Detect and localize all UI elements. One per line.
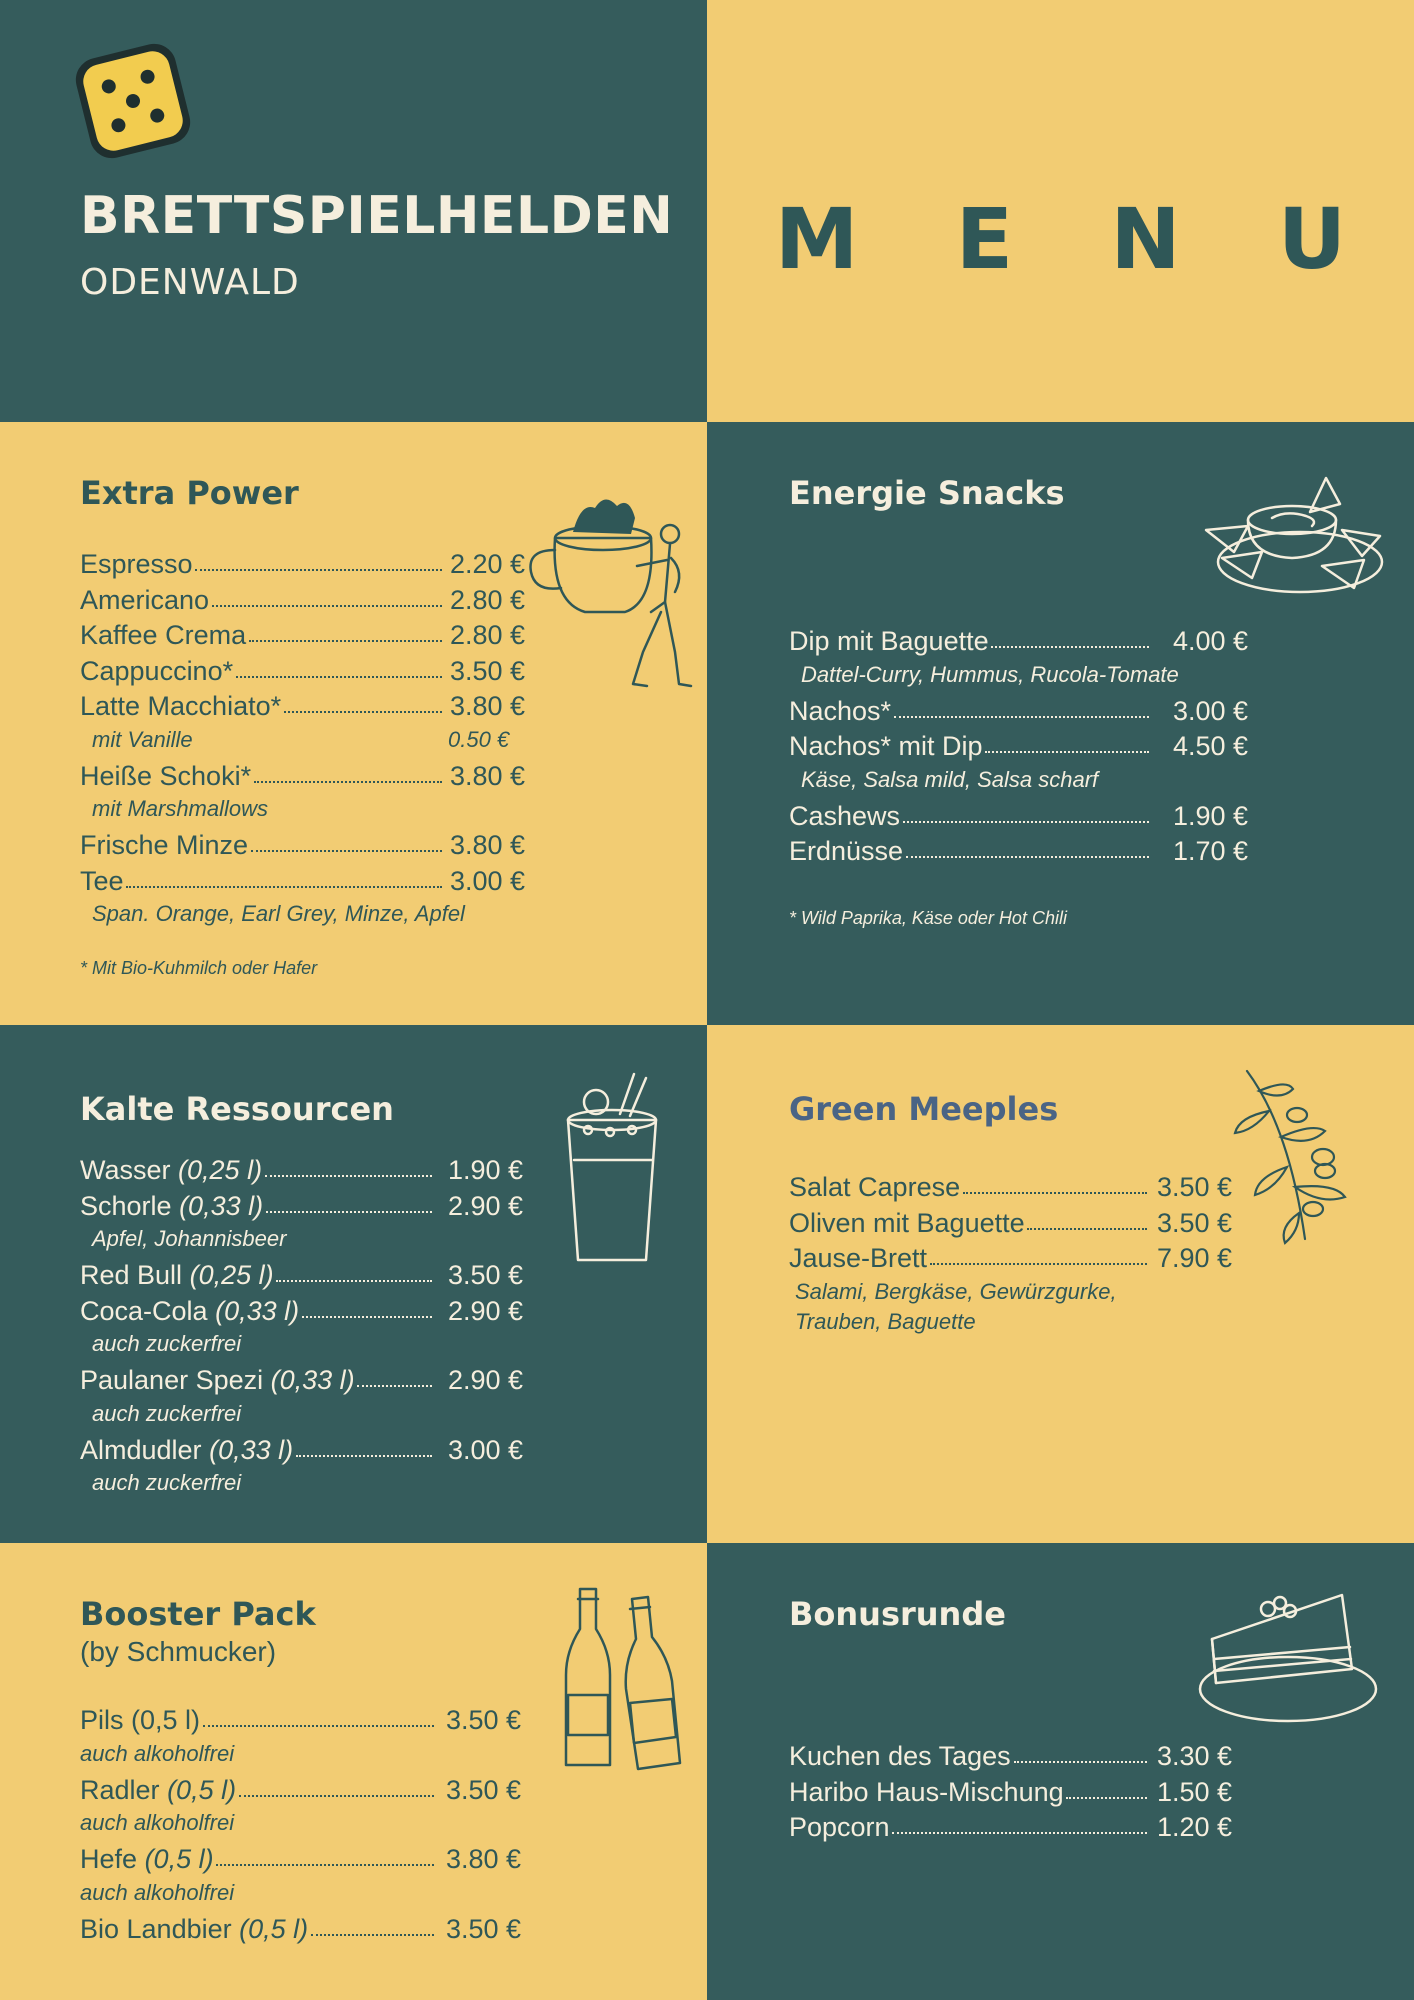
item-price: 2.90 € xyxy=(448,1365,524,1395)
item-name-text: Wasser xyxy=(80,1155,171,1185)
item-price: 1.50 € xyxy=(1157,1776,1233,1807)
item-volume: (0,25 l) xyxy=(189,1260,274,1290)
dot-leader xyxy=(251,840,442,852)
item-note-text: mit Marshmallows xyxy=(92,796,269,821)
item-price: 2.90 € xyxy=(448,1190,524,1221)
item-name-text: Red Bull xyxy=(80,1260,183,1290)
dot-leader xyxy=(903,811,1149,823)
menu-item xyxy=(80,1258,540,1294)
item-name xyxy=(80,618,246,653)
item-note-text: auch alkoholfrei xyxy=(80,1740,235,1766)
dot-leader xyxy=(265,1165,432,1177)
items-list xyxy=(789,1170,1289,1337)
item-name xyxy=(80,1912,308,1947)
item-name xyxy=(80,547,193,582)
dot-leader xyxy=(963,1182,1147,1194)
item-name-text: Popcorn xyxy=(789,1812,890,1842)
item-note-text: Käse, Salsa mild, Salsa scharf xyxy=(801,766,1099,792)
item-price: 3.50 € xyxy=(1157,1207,1233,1238)
section-title: Green Meeples xyxy=(789,1090,1059,1128)
item-note xyxy=(80,899,540,929)
menu-item xyxy=(789,1241,1289,1277)
menu-item xyxy=(80,1842,540,1878)
item-name xyxy=(80,759,251,794)
section-title: Energie Snacks xyxy=(789,474,1065,512)
item-name-text: Nachos* mit Dip xyxy=(789,731,983,761)
item-price: 3.80 € xyxy=(450,760,526,791)
dot-leader xyxy=(1014,1751,1147,1763)
cake-illustration xyxy=(1192,1579,1382,1729)
dot-leader xyxy=(1027,1218,1147,1230)
section-title: Booster Pack xyxy=(80,1595,316,1633)
item-price: 3.50 € xyxy=(448,1260,524,1290)
item-name-text: Hefe xyxy=(80,1844,138,1874)
item-note xyxy=(80,1329,540,1359)
item-note xyxy=(80,1468,540,1498)
menu-item xyxy=(80,583,540,619)
item-volume: (0,33 l) xyxy=(179,1190,264,1221)
menu-item xyxy=(80,654,540,690)
item-name xyxy=(80,1773,236,1808)
dot-leader xyxy=(894,706,1149,718)
dot-leader xyxy=(249,630,442,642)
item-price: 1.70 € xyxy=(1173,836,1249,866)
item-name xyxy=(80,1842,214,1877)
menu-item xyxy=(80,1363,540,1399)
item-note-text: Salami, Bergkäse, Gewürzgurke, xyxy=(795,1278,1117,1304)
item-name xyxy=(789,1775,1064,1810)
item-name-text: Pils (0,5 l) xyxy=(80,1705,201,1735)
item-name xyxy=(80,1363,355,1398)
item-name-text: Paulaner Spezi xyxy=(80,1365,264,1395)
dice-icon xyxy=(68,36,198,166)
section-title: Bonusrunde xyxy=(789,1595,1006,1633)
dot-leader xyxy=(357,1375,432,1387)
menu-title: M E N U xyxy=(774,190,1381,288)
item-note xyxy=(789,765,1289,795)
section-energie-snacks xyxy=(707,422,1414,1025)
brand-subtitle: ODENWALD xyxy=(80,262,300,303)
item-name xyxy=(80,1703,200,1738)
dot-leader xyxy=(254,771,442,783)
brand-title: BRETTSPIELHELDEN xyxy=(80,186,674,246)
item-price: 3.30 € xyxy=(1157,1741,1233,1771)
menu-item xyxy=(80,1703,540,1739)
menu-item xyxy=(789,1739,1289,1775)
item-note-price: 0.50 € xyxy=(448,726,510,752)
item-volume: (0,25 l) xyxy=(178,1155,263,1185)
item-note xyxy=(80,1739,540,1769)
item-name xyxy=(80,828,248,863)
item-name-text: Almdudler xyxy=(80,1434,202,1465)
item-price: 1.90 € xyxy=(1173,800,1249,831)
item-name-text: Frische Minze xyxy=(80,830,249,860)
menu-item xyxy=(80,1294,540,1330)
dot-leader xyxy=(236,666,442,678)
item-note xyxy=(789,660,1289,690)
item-note xyxy=(80,1399,540,1429)
item-note-text: auch alkoholfrei xyxy=(80,1879,235,1905)
item-name xyxy=(80,1189,263,1224)
item-volume: (0,5 l) xyxy=(239,1913,309,1944)
menu-item xyxy=(789,624,1289,660)
item-note-text: auch zuckerfrei xyxy=(92,1470,242,1495)
item-price: 1.90 € xyxy=(448,1155,524,1185)
item-note xyxy=(80,725,540,755)
beer-bottles-illustration xyxy=(560,1585,690,1775)
dot-leader xyxy=(276,1270,432,1282)
item-price: 3.00 € xyxy=(450,865,526,896)
item-name xyxy=(789,799,900,834)
menu-item xyxy=(789,799,1289,835)
dot-leader xyxy=(985,741,1149,753)
item-price: 2.90 € xyxy=(448,1295,524,1326)
menu-item xyxy=(789,1810,1289,1846)
items-list xyxy=(80,1153,540,1498)
item-volume: (0,33 l) xyxy=(215,1295,300,1326)
footnote: * Mit Bio-Kuhmilch oder Hafer xyxy=(80,958,318,978)
item-note-text: Dattel-Curry, Hummus, Rucola-Tomate xyxy=(801,661,1179,687)
section-green-meeples xyxy=(707,1025,1414,1543)
item-volume: (0,33 l) xyxy=(209,1434,294,1465)
menu-item xyxy=(80,828,540,864)
menu-item xyxy=(80,1189,540,1225)
dot-leader xyxy=(302,1306,432,1318)
item-name-text: Oliven mit Baguette xyxy=(789,1207,1025,1238)
dot-leader xyxy=(892,1822,1147,1834)
item-volume: (0,33 l) xyxy=(270,1365,355,1395)
section-extra-power xyxy=(0,422,707,1025)
item-name-text: Cappuccino* xyxy=(80,655,234,686)
item-name-text: Bio Landbier xyxy=(80,1913,232,1944)
item-price: 3.80 € xyxy=(450,830,526,860)
item-price: 3.80 € xyxy=(450,691,526,721)
item-name-text: Espresso xyxy=(80,549,193,579)
item-name-text: Schorle xyxy=(80,1190,172,1221)
item-price: 2.80 € xyxy=(450,584,526,615)
item-name-text: Tee xyxy=(80,865,124,896)
menu-item xyxy=(80,618,540,654)
menu-item xyxy=(80,864,540,900)
item-name xyxy=(789,1241,927,1276)
item-note xyxy=(80,794,540,824)
item-note xyxy=(80,1878,540,1908)
item-name-text: Erdnüsse xyxy=(789,836,904,866)
item-name xyxy=(789,694,891,729)
item-name xyxy=(80,864,124,899)
item-price: 3.50 € xyxy=(450,655,526,686)
nachos-illustration xyxy=(1202,470,1392,610)
item-name-text: Kaffee Crema xyxy=(80,620,247,650)
dot-leader xyxy=(991,636,1149,648)
dot-leader xyxy=(284,701,442,713)
item-price: 7.90 € xyxy=(1157,1243,1233,1273)
item-name-text: Jause-Brett xyxy=(789,1243,928,1273)
menu-item xyxy=(789,834,1289,870)
item-name-text: Americano xyxy=(80,584,210,615)
dot-leader xyxy=(906,846,1149,858)
item-price: 4.50 € xyxy=(1173,731,1249,761)
item-price: 3.50 € xyxy=(1157,1172,1233,1202)
item-name-text: Salat Caprese xyxy=(789,1172,961,1202)
item-price: 3.50 € xyxy=(446,1774,522,1805)
item-note xyxy=(80,1808,540,1838)
item-name-text: Dip mit Baguette xyxy=(789,626,989,656)
menu-item xyxy=(789,1206,1289,1242)
menu-item xyxy=(789,694,1289,730)
item-price: 2.20 € xyxy=(450,549,526,579)
item-note-text: Span. Orange, Earl Grey, Minze, Apfel xyxy=(92,901,465,926)
item-name xyxy=(80,689,281,724)
item-name xyxy=(789,729,983,764)
menu-item xyxy=(80,1153,540,1189)
dot-leader xyxy=(266,1201,432,1213)
dot-leader xyxy=(195,559,442,571)
item-note-text: Apfel, Johannisbeer xyxy=(92,1226,287,1251)
menu-item xyxy=(789,729,1289,765)
menu-item xyxy=(789,1170,1289,1206)
item-name xyxy=(80,1258,274,1293)
section-subtitle: (by Schmucker) xyxy=(80,1636,277,1667)
item-price: 3.50 € xyxy=(446,1913,522,1944)
menu-item xyxy=(789,1775,1289,1811)
section-bonusrunde xyxy=(707,1543,1414,2000)
item-name xyxy=(789,1739,1011,1774)
item-volume: (0,5 l) xyxy=(167,1774,237,1805)
items-list xyxy=(80,1703,540,1947)
dot-leader xyxy=(203,1715,434,1727)
menu-item xyxy=(80,1433,540,1469)
dot-leader xyxy=(216,1854,434,1866)
item-price: 3.00 € xyxy=(1173,695,1249,726)
menu-item xyxy=(80,689,540,725)
header-menu-panel xyxy=(707,0,1414,422)
item-name-text: Kuchen des Tages xyxy=(789,1741,1011,1771)
item-name-text: Haribo Haus-Mischung xyxy=(789,1776,1064,1807)
items-list xyxy=(789,624,1289,870)
item-note-text: auch zuckerfrei xyxy=(92,1400,242,1426)
item-price: 1.20 € xyxy=(1157,1812,1233,1842)
menu-item xyxy=(80,759,540,795)
item-price: 3.00 € xyxy=(448,1434,524,1465)
dot-leader xyxy=(239,1785,434,1797)
item-note xyxy=(789,1307,1289,1337)
item-note-text: auch zuckerfrei xyxy=(92,1331,242,1356)
header-brand-panel xyxy=(0,0,707,422)
item-name xyxy=(80,654,233,689)
menu-item xyxy=(80,547,540,583)
footnote: * Wild Paprika, Käse oder Hot Chili xyxy=(789,908,1067,928)
item-price: 2.80 € xyxy=(450,620,526,650)
menu-item xyxy=(80,1773,540,1809)
item-name xyxy=(80,583,209,618)
dot-leader xyxy=(126,876,442,888)
item-note xyxy=(789,1277,1289,1307)
item-name-text: Cashews xyxy=(789,800,901,831)
item-name-text: Nachos* xyxy=(789,695,892,726)
item-volume: (0,5 l) xyxy=(144,1844,214,1874)
item-note-text: auch alkoholfrei xyxy=(80,1810,235,1835)
item-name-text: Coca-Cola xyxy=(80,1295,208,1326)
dot-leader xyxy=(212,595,442,607)
section-booster-pack xyxy=(0,1543,707,2000)
item-name xyxy=(789,834,903,869)
item-price: 3.80 € xyxy=(446,1844,522,1874)
items-list xyxy=(80,547,540,929)
dot-leader xyxy=(1066,1787,1147,1799)
item-name xyxy=(80,1153,262,1188)
section-title: Kalte Ressourcen xyxy=(80,1090,394,1128)
item-price: 3.50 € xyxy=(446,1705,522,1735)
item-name xyxy=(80,1433,293,1468)
items-list xyxy=(789,1739,1289,1846)
item-name xyxy=(789,1810,890,1845)
section-title: Extra Power xyxy=(80,474,299,512)
dot-leader xyxy=(296,1445,432,1457)
item-name xyxy=(789,1206,1025,1241)
coffee-cup-illustration xyxy=(525,462,705,692)
item-note xyxy=(80,1224,540,1254)
dot-leader xyxy=(311,1924,434,1936)
drink-glass-illustration xyxy=(560,1070,670,1270)
item-name-text: Heiße Schoki* xyxy=(80,760,252,791)
menu-item xyxy=(80,1912,540,1948)
item-name-text: Radler xyxy=(80,1774,160,1805)
item-name xyxy=(789,624,989,659)
section-kalte-ressourcen xyxy=(0,1025,707,1543)
dot-leader xyxy=(930,1253,1147,1265)
item-price: 4.00 € xyxy=(1173,626,1249,656)
item-name xyxy=(789,1170,960,1205)
item-name xyxy=(80,1294,299,1329)
item-name-text: Latte Macchiato* xyxy=(80,691,282,721)
item-note-text: Trauben, Baguette xyxy=(795,1308,976,1334)
item-note-text: mit Vanille xyxy=(92,726,193,752)
